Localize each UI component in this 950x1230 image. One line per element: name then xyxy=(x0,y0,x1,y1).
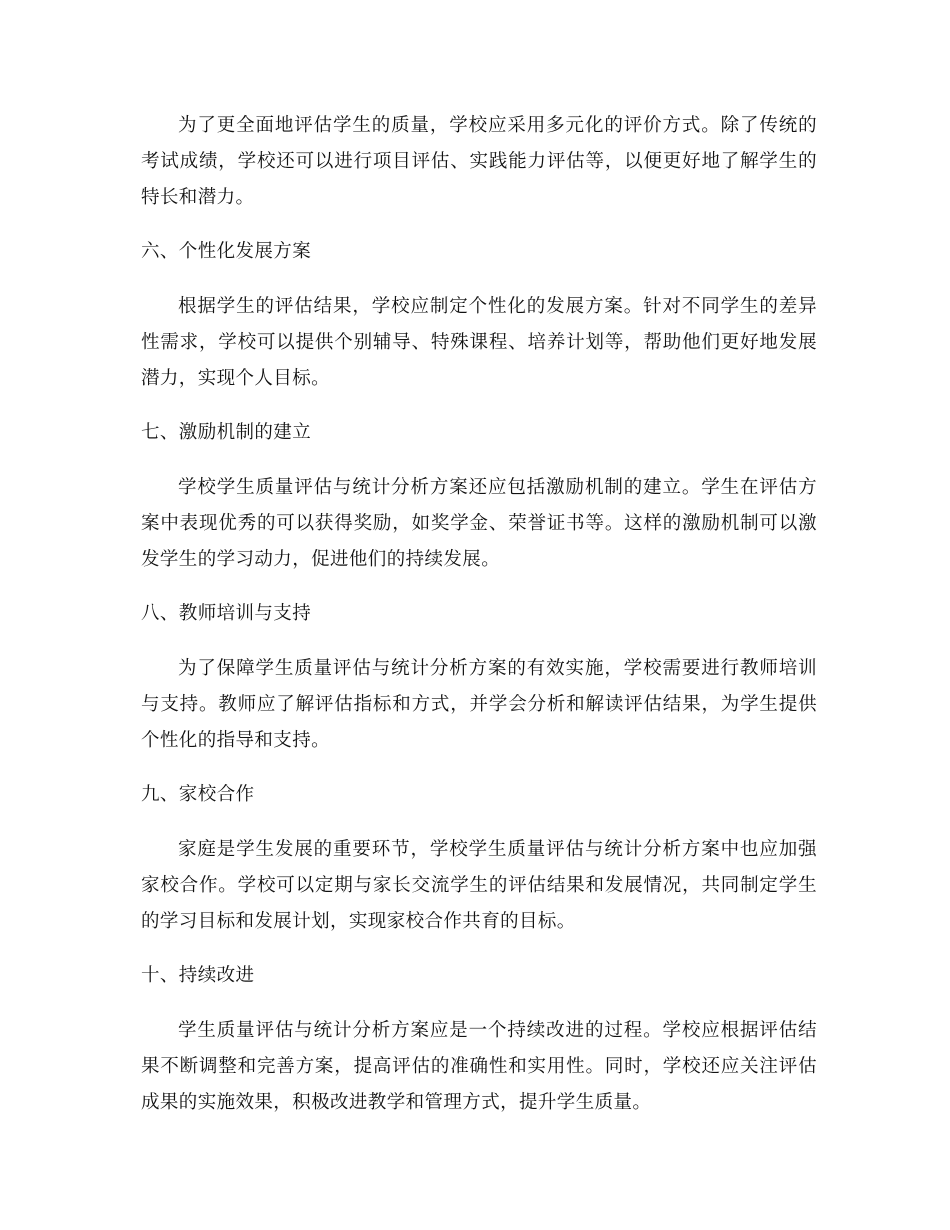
paragraph-home-school-cooperation: 家庭是学生发展的重要环节，学校学生质量评估与统计分析方案中也应加强家校合作。学校可以定期与家长交流学生的评估结果和发展情况，共同制定学生的学习目标和发展计划，实现家校合作共育的目标。 xyxy=(141,839,817,932)
paragraph-spacer xyxy=(141,216,817,234)
paragraph-continuous-improvement: 学生质量评估与统计分析方案应是一个持续改进的过程。学校应根据评估结果不断调整和完善方案，提高评估的准确性和实用性。同时，学校还应关注评估成果的实施效果，积极改进教学和管理方式，提升学生质量。 xyxy=(141,1020,817,1113)
heading-home-school-cooperation: 九、家校合作 xyxy=(141,784,255,805)
heading-spacer xyxy=(141,270,817,289)
paragraph-evaluation-methods: 为了更全面地评估学生的质量，学校应采用多元化的评价方式。除了传统的考试成绩，学校还可以进行项目评估、实践能力评估等，以便更好地了解学生的特长和潜力。 xyxy=(141,115,817,208)
paragraph-personalized-development: 根据学生的评估结果，学校应制定个性化的发展方案。针对不同学生的差异性需求，学校可以提供个别辅导、特殊课程、培养计划等，帮助他们更好地发展潜力，实现个人目标。 xyxy=(141,296,817,389)
document-body xyxy=(141,108,817,1121)
paragraph-teacher-training: 为了保障学生质量评估与统计分析方案的有效实施，学校需要进行教师培训与支持。教师应了解评估指标和方式，并学会分析和解读评估结果，为学生提供个性化的指导和支持。 xyxy=(141,658,817,751)
heading-spacer xyxy=(141,813,817,832)
heading-personalized-development: 六、个性化发展方案 xyxy=(141,241,312,262)
paragraph-spacer xyxy=(141,397,817,415)
paragraph-incentive-mechanism: 学校学生质量评估与统计分析方案还应包括激励机制的建立。学生在评估方案中表现优秀的可以获得奖励，如奖学金、荣誉证书等。这样的激励机制可以激发学生的学习动力，促进他们的持续发展。 xyxy=(141,477,817,570)
heading-spacer xyxy=(141,994,817,1013)
paragraph-spacer xyxy=(141,578,817,596)
heading-spacer xyxy=(141,451,817,470)
heading-teacher-training: 八、教师培训与支持 xyxy=(141,603,312,624)
paragraph-spacer xyxy=(141,759,817,777)
heading-continuous-improvement: 十、持续改进 xyxy=(141,965,255,986)
heading-spacer xyxy=(141,632,817,651)
paragraph-spacer xyxy=(141,940,817,958)
heading-incentive-mechanism: 七、激励机制的建立 xyxy=(141,422,312,443)
